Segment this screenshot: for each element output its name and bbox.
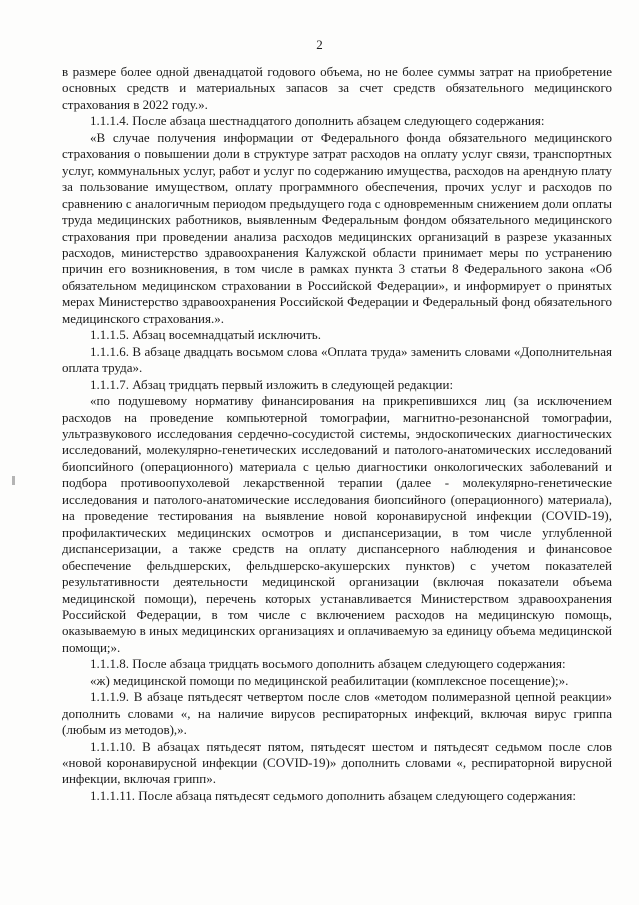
scan-artifact-mark	[12, 476, 15, 485]
paragraph-quoted-new-wording: «по подушевому нормативу финансирования на прикрепившихся лиц (за исключением расходов на проведение компьютерной томографии, магнитно-резонансной томографии, ультразвукового исследования сердечно-сосудистой системы, эндоскопических диагностических исследований, молекулярно-генетических исследований и патолого-анатомических исследований биопсийного (операционного) материала с целью диагностики онкологических заболеваний и подбора противоопухолевой лекарственной терапии (далее - молекулярно-генетические исследования и патолого-анатомические исследования биопсийного (операционного) материала), на проведение тестирования на выявление новой коронавирусной инфекции (COVID-19), профилактических медицинских осмотров и диспансеризации, в том числе углубленной диспансеризации, а также средств на оплату диспансерного наблюдения и финансовое обеспечение фельдшерских, фельдшерско-акушерских пунктов) с учетом показателей результативности деятельности медицинской организации (включая показатели объема медицинской помощи), перечень которых устанавливается Министерством здравоохранения Российской Федерации, в том числе с включением расходов на медицинскую помощь, оказываемую в иных медицинских организациях и оплачиваемую за единицу объема медицинской помощи;».	[62, 393, 612, 655]
paragraph-item-1-1-1-4: 1.1.1.4. После абзаца шестнадцатого дополнить абзацем следующего содержания:	[90, 113, 545, 129]
paragraph-item-1-1-1-9: 1.1.1.9. В абзаце пятьдесят четвертом после слов «методом полимеразной цепной реакции» дополнить словами «, на наличие вирусов респираторных инфекций, включая вирус гриппа (любым из методов),».	[62, 689, 612, 738]
paragraph-quoted-rehabilitation: «ж) медицинской помощи по медицинской реабилитации (комплексное посещение);».	[90, 672, 569, 688]
paragraph-quoted-insertion: «В случае получения информации от Федерального фонда обязательного медицинского страхования о повышении доли в структуре затрат расходов на оплату услуг связи, транспортных услуг, коммунальных услуг, работ и услуг по содержанию имущества, расходов на арендную плату за пользование имуществом, оплату программного обеспечения, прочих услуг и расходов по сравнению с аналогичным периодом предыдущего года с одновременным снижением доли оплаты труда медицинских работников, выявленным Федеральным фондом обязательного медицинского страхования при проведении анализа расходов медицинских организаций в разрезе указанных расходов, министерство здравоохранения Калужской области принимает меры по устранению причин его возникновения, в том числе в рамках пункта 3 статьи 8 Федерального закона «Об обязательном медицинском страховании в Российской Федерации», и информирует о принятых мерах Министерство здравоохранения Российской Федерации и Федеральный фонд обязательного медицинского страхования.».	[62, 129, 612, 326]
paragraph-item-1-1-1-8: 1.1.1.8. После абзаца тридцать восьмого дополнить абзацем следующего содержания:	[90, 656, 566, 672]
paragraph-item-1-1-1-6: 1.1.1.6. В абзаце двадцать восьмом слова «Оплата труда» заменить словами «Дополнительная оплата труда».	[62, 343, 612, 376]
paragraph-item-1-1-1-7: 1.1.1.7. Абзац тридцать первый изложить в следующей редакции:	[90, 376, 454, 392]
paragraph-continuation: в размере более одной двенадцатой годового объема, но не более суммы затрат на приобретение основных средств и материальных запасов за счет средств обязательного медицинского страхования в 2022 году.».	[62, 64, 612, 112]
page-number: 2	[316, 37, 323, 52]
paragraph-item-1-1-1-11: 1.1.1.11. После абзаца пятьдесят седьмого дополнить абзацем следующего содержания:	[90, 787, 576, 803]
document-body	[62, 64, 612, 804]
paragraph-item-1-1-1-5: 1.1.1.5. Абзац восемнадцатый исключить.	[90, 327, 321, 343]
paragraph-item-1-1-1-10: 1.1.1.10. В абзацах пятьдесят пятом, пятьдесят шестом и пятьдесят седьмом после слов «новой коронавирусной инфекции (COVID-19)» дополнить словами «, респираторной вирусной инфекции, включая грипп».	[62, 738, 612, 787]
